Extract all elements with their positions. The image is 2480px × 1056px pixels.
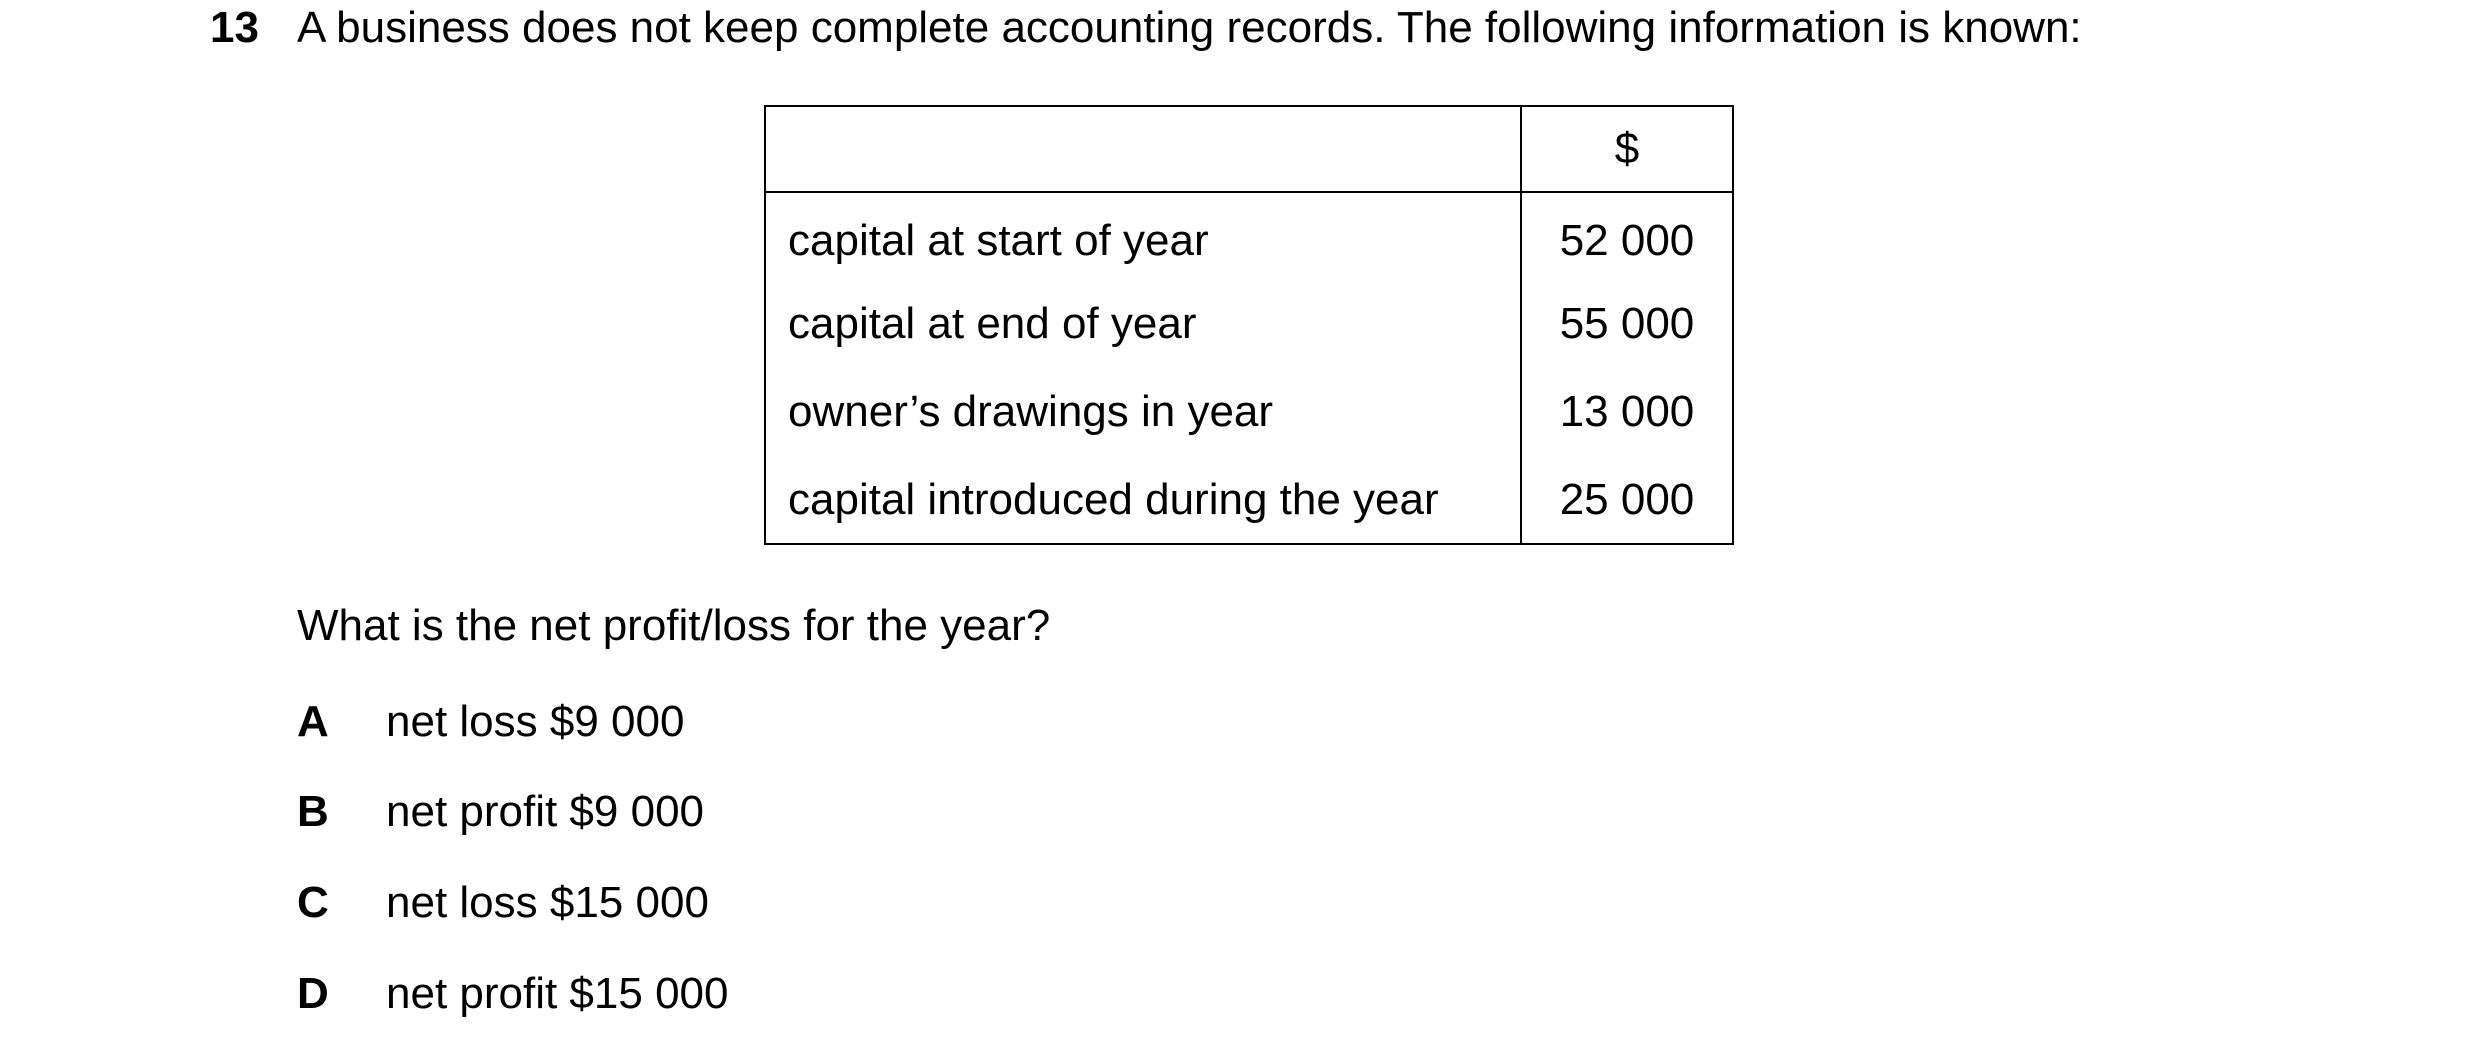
question-number: 13: [210, 3, 259, 52]
accounting-info-table: [764, 105, 1734, 545]
row-label: capital at end of year: [765, 280, 1521, 368]
option-text: net loss $15 000: [386, 878, 709, 927]
table-header-currency: $: [1521, 106, 1733, 192]
option-letter: D: [297, 969, 329, 1018]
question-stem: A business does not keep complete accounting records. The following information is known:: [297, 3, 2082, 52]
option-b[interactable]: [297, 786, 704, 838]
option-letter: A: [297, 697, 329, 746]
row-value: 52 000: [1521, 192, 1733, 280]
option-c[interactable]: [297, 877, 709, 929]
table-row: [765, 192, 1733, 280]
option-letter: C: [297, 878, 329, 927]
option-a[interactable]: [297, 696, 684, 748]
row-label: capital introduced during the year: [765, 456, 1521, 544]
row-value: 55 000: [1521, 280, 1733, 368]
option-text: net profit $9 000: [386, 787, 705, 836]
option-d[interactable]: [297, 968, 728, 1020]
table-row: [765, 456, 1733, 544]
table-header-row: [765, 106, 1733, 192]
option-text: net profit $15 000: [386, 969, 729, 1018]
table-header-label: [765, 106, 1521, 192]
table-row: [765, 280, 1733, 368]
option-text: net loss $9 000: [386, 697, 685, 746]
row-value: 25 000: [1521, 456, 1733, 544]
table-row: [765, 368, 1733, 456]
row-label: owner’s drawings in year: [765, 368, 1521, 456]
row-value: 13 000: [1521, 368, 1733, 456]
row-label: capital at start of year: [765, 192, 1521, 280]
option-letter: B: [297, 787, 329, 836]
question-prompt: What is the net profit/loss for the year?: [297, 601, 1051, 650]
